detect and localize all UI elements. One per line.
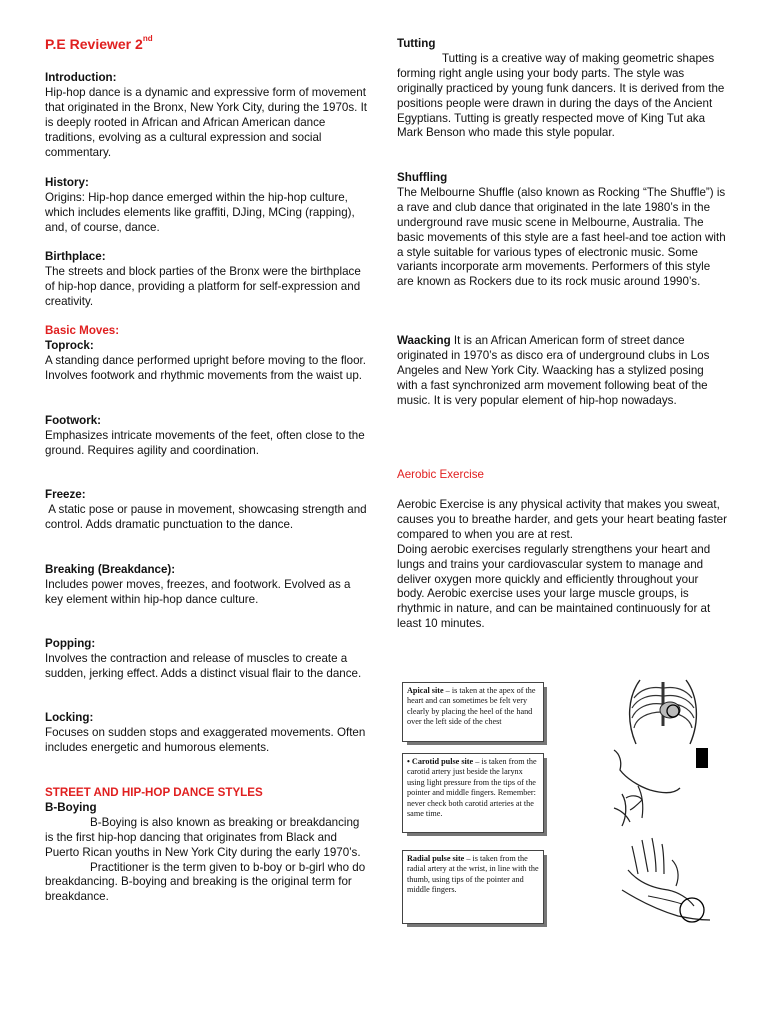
bboying-p1: B-Boying is also known as breaking or breakdancing is the first hip-hop dancing that originates from Black and Puerto Rican youths in New York City during the early 1970’s. bbox=[45, 815, 361, 859]
intro-body: Hip-hop dance is a dynamic and expressive form of movement that originated in the Bronx, New York City, during the 1970s. It is deeply rooted in African and African American dance traditions, evolving as a cultural expression and social commentary. bbox=[45, 85, 368, 159]
wrist-illustration bbox=[618, 830, 714, 926]
aerobic-p2: Doing aerobic exercises regularly strengthens your heart and lungs and trains your cardiovascular system to manage and deliver oxygen more quickly and efficiently throughout your body. Aerobic exercise uses your large muscle groups, is rhythmic in nature, and can be maintained continuously for at least 10 minutes. bbox=[397, 542, 711, 631]
freeze-body: A static pose or pause in movement, showcasing strength and control. Adds dramatic punctuation to the dance. bbox=[45, 502, 370, 531]
history-body: Origins: Hip-hop dance emerged within the hip-hop culture, which includes elements like graffiti, DJing, MCing (rapping), and, of course, dance. bbox=[45, 190, 355, 234]
page-title: P.E Reviewer 2nd bbox=[45, 34, 153, 52]
radial-site-box: Radial pulse site – is taken from the radial artery at the wrist, in line with the thumb, using tips of the pointer and middle fingers. bbox=[402, 850, 544, 924]
birthplace-heading: Birthplace: bbox=[45, 250, 106, 263]
aerobic-heading: Aerobic Exercise bbox=[397, 468, 484, 481]
popping-heading: Popping: bbox=[45, 637, 96, 650]
footwork-body: Emphasizes intricate movements of the feet, often close to the ground. Requires agility and coordination. bbox=[45, 428, 365, 457]
neck-illustration bbox=[612, 748, 712, 828]
breaking-heading: Breaking (Breakdance): bbox=[45, 563, 176, 576]
basic-moves-heading: Basic Moves: bbox=[45, 324, 120, 337]
bboying-heading: B-Boying bbox=[45, 800, 97, 814]
waacking-body: Waacking It is an African American form of street dance originated in 1970’s as disco era of underground clubs in Los Angeles and New York City. Waacking has a stylized posing with a fast synchronized arm movement following beat of the music. It is very popular element of hip-hop nowadays. bbox=[397, 334, 710, 407]
toprock-heading: Toprock: bbox=[45, 338, 94, 352]
shuffling-body: The Melbourne Shuffle (also known as Rocking “The Shuffle”) is a rave and club dance that originated in the late 1980’s in the underground rave music scene in Melbourne, Australia. The basic movements of this style are a fast heel-and toe action with a style suitable for various types of electronic music. Some variants incorporate arm movements. Performers of this style are known as Rockers due to its rock music around 1990’s. bbox=[397, 185, 726, 289]
ribcage-illustration bbox=[618, 676, 708, 748]
styles-heading: STREET AND HIP-HOP DANCE STYLES bbox=[45, 786, 263, 799]
bboying-p2: Practitioner is the term given to b-boy or b-girl who do breakdancing. B-boying and breaking is the original term for breakdance. bbox=[45, 860, 366, 904]
locking-heading: Locking: bbox=[45, 711, 94, 724]
toprock-body: A standing dance performed upright before moving to the floor. Involves footwork and rhythmic movements from the waist up. bbox=[45, 353, 366, 382]
breaking-body: Includes power moves, freezes, and footwork. Evolved as a key element within hip-hop dance culture. bbox=[45, 577, 351, 606]
intro-heading: Introduction: bbox=[45, 71, 117, 84]
aerobic-p1: Aerobic Exercise is any physical activity that makes you sweat, causes you to breathe harder, and gets your heart beating faster compared to when you are at rest. bbox=[397, 498, 727, 541]
birthplace-body: The streets and block parties of the Bronx were the birthplace of hip-hop dance, providing a platform for self-expression and creativity. bbox=[45, 264, 361, 308]
apical-site-box: Apical site – is taken at the apex of the heart and can sometimes be felt very clearly by placing the heel of the hand over the left side of the chest bbox=[402, 682, 544, 742]
tutting-heading: Tutting bbox=[397, 37, 436, 50]
shuffling-heading: Shuffling bbox=[397, 171, 448, 184]
locking-body: Focuses on sudden stops and exaggerated movements. Often includes energetic and humorous elements. bbox=[45, 725, 366, 754]
footwork-heading: Footwork: bbox=[45, 414, 102, 427]
carotid-site-box: • Carotid pulse site – is taken from the carotid artery just beside the larynx using light pressure from the tips of the pointer and middle fingers. Remember: never check both carotid arteries at the same time. bbox=[402, 753, 544, 833]
popping-body: Involves the contraction and release of muscles to create a sudden, jerking effect. Adds a distinct visual flair to the dance. bbox=[45, 651, 362, 680]
freeze-heading: Freeze: bbox=[45, 488, 86, 501]
tutting-body: Tutting is a creative way of making geometric shapes forming right angle using your body parts. The style was originally practiced by young funk dancers. It is derived from the positions people were drawn in during the days of the Ancient Egyptians. Tutting is greatly respected move of King Tut aka Mark Benson who made this style popular. bbox=[397, 51, 725, 140]
history-heading: History: bbox=[45, 176, 89, 189]
